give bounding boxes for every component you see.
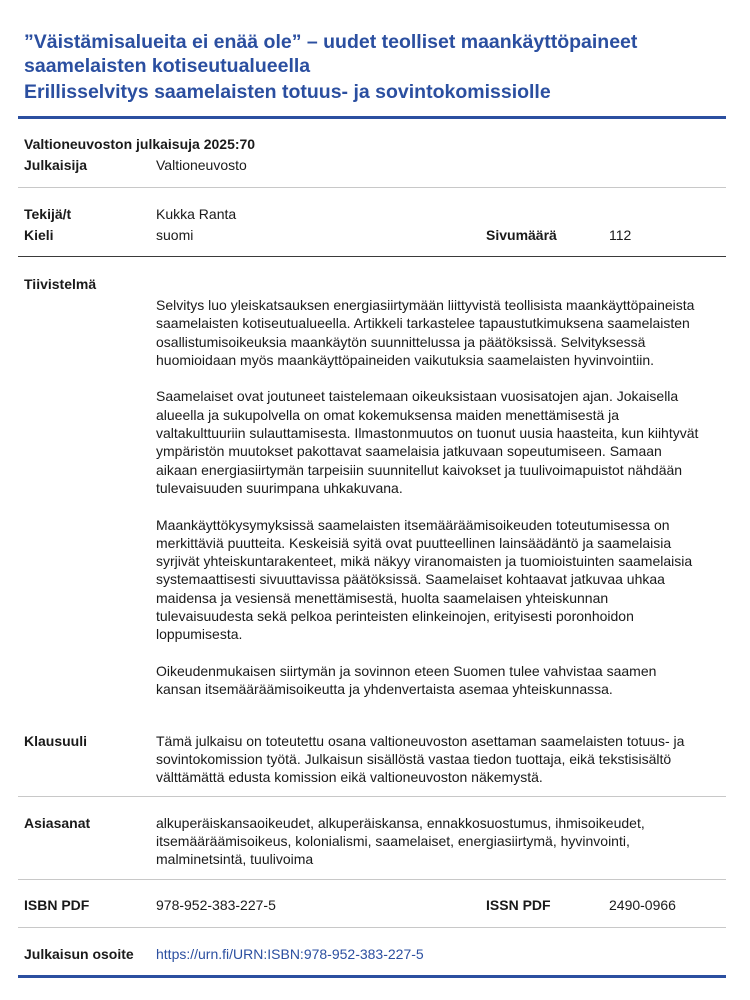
divider bbox=[18, 256, 726, 257]
divider bbox=[18, 796, 726, 797]
pages-label: Sivumäärä bbox=[486, 227, 557, 243]
divider bbox=[18, 879, 726, 880]
publisher-label: Julkaisija bbox=[24, 157, 88, 173]
clause-value: Tämä julkaisu on toteutettu osana valtioneuvoston asettaman saamelaisten totuus- ja sovintokomission työtä. Julkaisun sisällöstä vastaa tiedon tuottaja, eikä tekstisisältö välttämättä edusta komission eikä valtioneuvoston näkemystä. bbox=[156, 733, 685, 785]
abstract-label: Tiivistelmä bbox=[24, 276, 97, 292]
abstract-paragraph: Oikeudenmukaisen siirtymän ja sovinnon eteen Suomen tulee vahvistaa saamen kansan itsemääräämisoikeutta ja yhdenvertaista asemaa yhteiskunnassa. bbox=[156, 662, 657, 698]
issn-value: 2490-0966 bbox=[609, 897, 676, 913]
keywords-value: alkuperäiskansaoikeudet, alkuperäiskansa, ennakkosuostumus, ihmisoikeudet, itsemääräämisoikeus, kolonialismi, saamelaiset, energiasiirtymä, hyvinvointi, malminetsintä, tuulivoima bbox=[156, 815, 645, 867]
title-block bbox=[24, 30, 724, 104]
publisher-value: Valtioneuvosto bbox=[156, 157, 247, 173]
isbn-label: ISBN PDF bbox=[24, 897, 90, 913]
series-number: 2025:70 bbox=[203, 136, 256, 152]
series-row bbox=[24, 135, 255, 153]
pages-value: 112 bbox=[609, 227, 632, 243]
language-value: suomi bbox=[156, 227, 194, 243]
divider bbox=[18, 927, 726, 928]
keywords-label: Asiasanat bbox=[24, 815, 91, 831]
top-divider bbox=[18, 116, 726, 119]
authors-label: Tekijä/t bbox=[24, 206, 72, 222]
document-title: ”Väistämisalueita ei enää ole” – uudet teolliset maankäyttöpaineet saamelaisten kotiseutualueella bbox=[24, 31, 638, 77]
bottom-divider bbox=[18, 975, 726, 978]
url-label: Julkaisun osoite bbox=[24, 946, 134, 962]
divider bbox=[18, 187, 726, 188]
series-label: Valtioneuvoston julkaisuja bbox=[24, 136, 200, 152]
publication-url-link[interactable]: https://urn.fi/URN:ISBN:978-952-383-227-5 bbox=[156, 946, 424, 962]
abstract-paragraph: Saamelaiset ovat joutuneet taistelemaan oikeuksistaan vuosisatojen ajan. Jokaisella alueella ja sukupolvella on omat kokemuksensa maiden menettämisestä ja valtakulttuuriin sulauttamisesta. Ilmastonmuutos on tuonut uusia haasteita, kun kiihtyvät ympäristön muutokset pakottavat saamelaisia jatkuvaan sopeutumiseen. Samaan aikaan energiasiirtymän tarpeisiin suunnitellut kaivokset ja tuulivoimapuistot nähdään tulevaisuuden suurimpana uhkakuvana. bbox=[156, 388, 699, 496]
issn-label: ISSN PDF bbox=[486, 897, 551, 913]
abstract-paragraph: Selvitys luo yleiskatsauksen energiasiirtymään liittyvistä teollisista maankäyttöpaineista saamelaisten kotiseutualueella. Artikkeli tarkastelee tapaustutkimuksena saamelaisten osallistumisoikeuksia maankäytön suunnittelussa ja päätöksissä. Selvityksessä huomioidaan myös maankäyttöpaineiden vaikutuksia saamelaisten hyvinvointiin. bbox=[156, 297, 695, 368]
abstract-paragraph: Maankäyttökysymyksissä saamelaisten itsemääräämisoikeuden toteutumisessa on merkittäviä puutteita. Keskeisiä syitä ovat puutteellinen lainsäädäntö ja saamelaisia syrjivät yhteiskuntarakenteet, mikä näkyy viranomaisten ja tuomioistuinten saamelaisia systemaattisesti sivuuttavissa päätöksissä. Saamelaiset kohtaavat jatkuvaa uhkaa maidensa ja vesiensä menettämisestä, huolta saamelaisen yhteiskunnan tulevaisuudesta sekä pelkoa perinteisten elinkeinojen, erityisesti poronhoidon loppumisesta. bbox=[156, 516, 693, 643]
abstract-text bbox=[156, 296, 704, 717]
isbn-value: 978-952-383-227-5 bbox=[156, 897, 276, 913]
language-label: Kieli bbox=[24, 227, 54, 243]
clause-label: Klausuuli bbox=[24, 733, 88, 749]
document-subtitle: Erillisselvitys saamelaisten totuus- ja sovintokomissiolle bbox=[24, 81, 551, 103]
authors-value: Kukka Ranta bbox=[156, 206, 237, 222]
